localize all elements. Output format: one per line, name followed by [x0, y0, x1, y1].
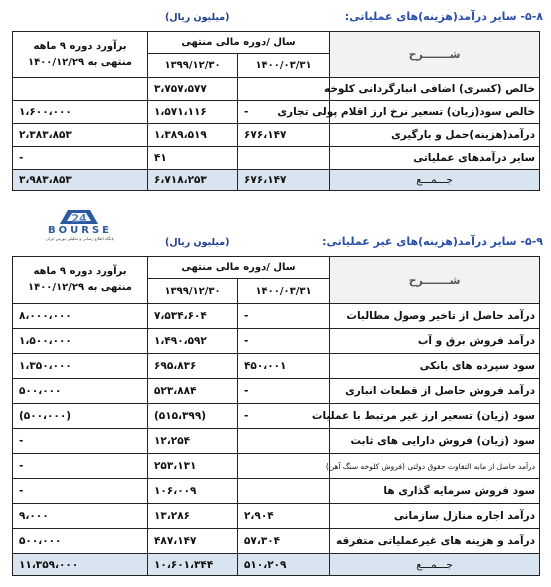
table-row — [13, 147, 540, 170]
header-period-group: سال /دوره مالی منتهی — [148, 257, 330, 279]
cell-1400: - — [238, 101, 330, 124]
row-label: خالص سود(زیان) تسعیر نرخ ارز اقلام پولی تجاری — [330, 101, 540, 124]
row-label: درآمد فروش حاصل از قطعات انباری — [330, 379, 540, 404]
cell-1400: - — [238, 329, 330, 354]
cell-1399: ۴۱ — [148, 147, 238, 170]
section1-title: ۵-۸- سایر درآمد(هزینه)های عملیاتی: — [344, 10, 543, 23]
row-label: درآمد فروش برق و آب — [330, 329, 540, 354]
cell-estimate: - — [13, 147, 148, 170]
table-row — [13, 354, 540, 379]
row-label: درآمد حاصل از تاخیر وصول مطالبات — [330, 304, 540, 329]
cell-estimate: ۱،۵۰۰،۰۰۰ — [13, 329, 148, 354]
cell-1400 — [238, 78, 330, 101]
header-estimate: برآورد دوره ۹ ماهه منتهی به ۱۴۰۰/۱۲/۲۹ — [13, 257, 148, 304]
row-label: خالص (کسری) اضافی انبارگردانی کلوخه — [330, 78, 540, 101]
table-row — [13, 429, 540, 454]
cell-1400: ۵۷،۳۰۴ — [238, 529, 330, 554]
svg-text:BOURSE: BOURSE — [48, 225, 112, 236]
cell-1399: ۲۵۳،۱۳۱ — [148, 454, 238, 479]
row-label: سود (زیان) فروش دارایی های ثابت — [330, 429, 540, 454]
cell-1399: ۱۲،۲۵۴ — [148, 429, 238, 454]
cell-estimate: ۱،۶۰۰،۰۰۰ — [13, 101, 148, 124]
total-estimate: ۳،۹۸۳،۸۵۳ — [13, 170, 148, 191]
table-row — [13, 101, 540, 124]
row-label: سود (زیان) تسعیر ارز غیر مرتبط با عملیات — [330, 404, 540, 429]
cell-1400: - — [238, 304, 330, 329]
total-estimate: ۱۱،۳۵۹،۰۰۰ — [13, 554, 148, 576]
cell-1399: ۷،۵۳۴،۶۰۴ — [148, 304, 238, 329]
cell-1400: ۲،۹۰۴ — [238, 504, 330, 529]
cell-estimate: ۹،۰۰۰ — [13, 504, 148, 529]
bourse-logo-icon — [28, 208, 132, 242]
total-row — [13, 554, 540, 576]
cell-1399: ۴۸۷،۱۴۷ — [148, 529, 238, 554]
cell-1400 — [238, 479, 330, 504]
header-1400: ۱۴۰۰/۰۳/۳۱ — [238, 54, 330, 78]
cell-estimate: ۸،۰۰۰،۰۰۰ — [13, 304, 148, 329]
cell-1400 — [238, 454, 330, 479]
row-label: درآمد و هزینه های غیرعملیاتی متفرقه — [330, 529, 540, 554]
total-label: جـــمـــع — [330, 170, 540, 191]
row-label: سایر درآمدهای عملیاتی — [330, 147, 540, 170]
cell-estimate: ۱،۳۵۰،۰۰۰ — [13, 354, 148, 379]
row-label: سود فروش سرمایه گذاری ها — [330, 479, 540, 504]
cell-1400 — [238, 429, 330, 454]
table-row — [13, 304, 540, 329]
cell-estimate: - — [13, 479, 148, 504]
cell-estimate: ۵۰۰،۰۰۰ — [13, 529, 148, 554]
header-estimate: برآورد دوره ۹ ماهه منتهی به ۱۴۰۰/۱۲/۲۹ — [13, 32, 148, 78]
cell-1399: ۵۲۳،۸۸۴ — [148, 379, 238, 404]
row-label: درآمد حاصل از مابه التفاوت حقوق دولتی (فروش کلوخه سنگ آهن) — [330, 454, 540, 479]
cell-1399: ۶۹۵،۸۳۶ — [148, 354, 238, 379]
cell-estimate — [13, 78, 148, 101]
cell-estimate: ۵۰۰،۰۰۰ — [13, 379, 148, 404]
table-row — [13, 479, 540, 504]
header-sharh: شـــــــرح — [330, 257, 540, 304]
table-row — [13, 379, 540, 404]
total-1399: ۱۰،۶۰۱،۳۴۴ — [148, 554, 238, 576]
section1-unit: (میلیون ریال) — [165, 12, 230, 23]
cell-1399: ۳،۷۵۷،۵۷۷ — [148, 78, 238, 101]
cell-estimate: (۵۰۰،۰۰۰) — [13, 404, 148, 429]
total-1400: ۶۷۶،۱۴۷ — [238, 170, 330, 191]
cell-1399: ۱،۳۸۹،۵۱۹ — [148, 124, 238, 147]
section2-title: ۵-۹- سایر درآمد(هزینه)های غیر عملیاتی: — [322, 235, 543, 248]
header-sharh: شـــــــرح — [330, 32, 540, 78]
table-row — [13, 124, 540, 147]
svg-text:24: 24 — [71, 212, 87, 225]
cell-1400: ۶۷۶،۱۴۷ — [238, 124, 330, 147]
cell-1399: (۵۱۵،۳۹۹) — [148, 404, 238, 429]
non-operating-income-table — [12, 256, 540, 576]
total-1400: ۵۱۰،۲۰۹ — [238, 554, 330, 576]
total-label: جـــمـــع — [330, 554, 540, 576]
section2-unit: (میلیون ریال) — [165, 237, 230, 248]
cell-1399: ۱،۴۹۰،۵۹۲ — [148, 329, 238, 354]
table-row — [13, 529, 540, 554]
cell-1399: ۱،۵۷۱،۱۱۶ — [148, 101, 238, 124]
cell-1400: ۴۵۰،۰۰۱ — [238, 354, 330, 379]
bourse-logo — [28, 208, 132, 242]
total-1399: ۶،۷۱۸،۲۵۳ — [148, 170, 238, 191]
row-label: سود سپرده های بانکی — [330, 354, 540, 379]
total-row — [13, 170, 540, 191]
cell-estimate: ۲،۳۸۳،۸۵۳ — [13, 124, 148, 147]
cell-estimate: - — [13, 454, 148, 479]
table-row — [13, 78, 540, 101]
table-row — [13, 404, 540, 429]
cell-estimate: - — [13, 429, 148, 454]
header-1399: ۱۳۹۹/۱۲/۳۰ — [148, 54, 238, 78]
cell-1399: ۱۰۶،۰۰۹ — [148, 479, 238, 504]
cell-1399: ۱۳،۲۸۶ — [148, 504, 238, 529]
cell-1400: - — [238, 379, 330, 404]
svg-text:پایگاه اطلاع رسانی و تحلیلی بو: پایگاه اطلاع رسانی و تحلیلی بورس ایران — [46, 236, 114, 241]
table-row — [13, 329, 540, 354]
cell-1400 — [238, 147, 330, 170]
row-label: درآمد(هزینه)حمل و بارگیری — [330, 124, 540, 147]
header-1400: ۱۴۰۰/۰۳/۳۱ — [238, 279, 330, 304]
header-period-group: سال /دوره مالی منتهی — [148, 32, 330, 54]
table-row — [13, 504, 540, 529]
row-label: درآمد اجاره منازل سازمانی — [330, 504, 540, 529]
table-row — [13, 454, 540, 479]
operating-income-table — [12, 31, 540, 191]
header-1399: ۱۳۹۹/۱۲/۳۰ — [148, 279, 238, 304]
cell-1400: - — [238, 404, 330, 429]
